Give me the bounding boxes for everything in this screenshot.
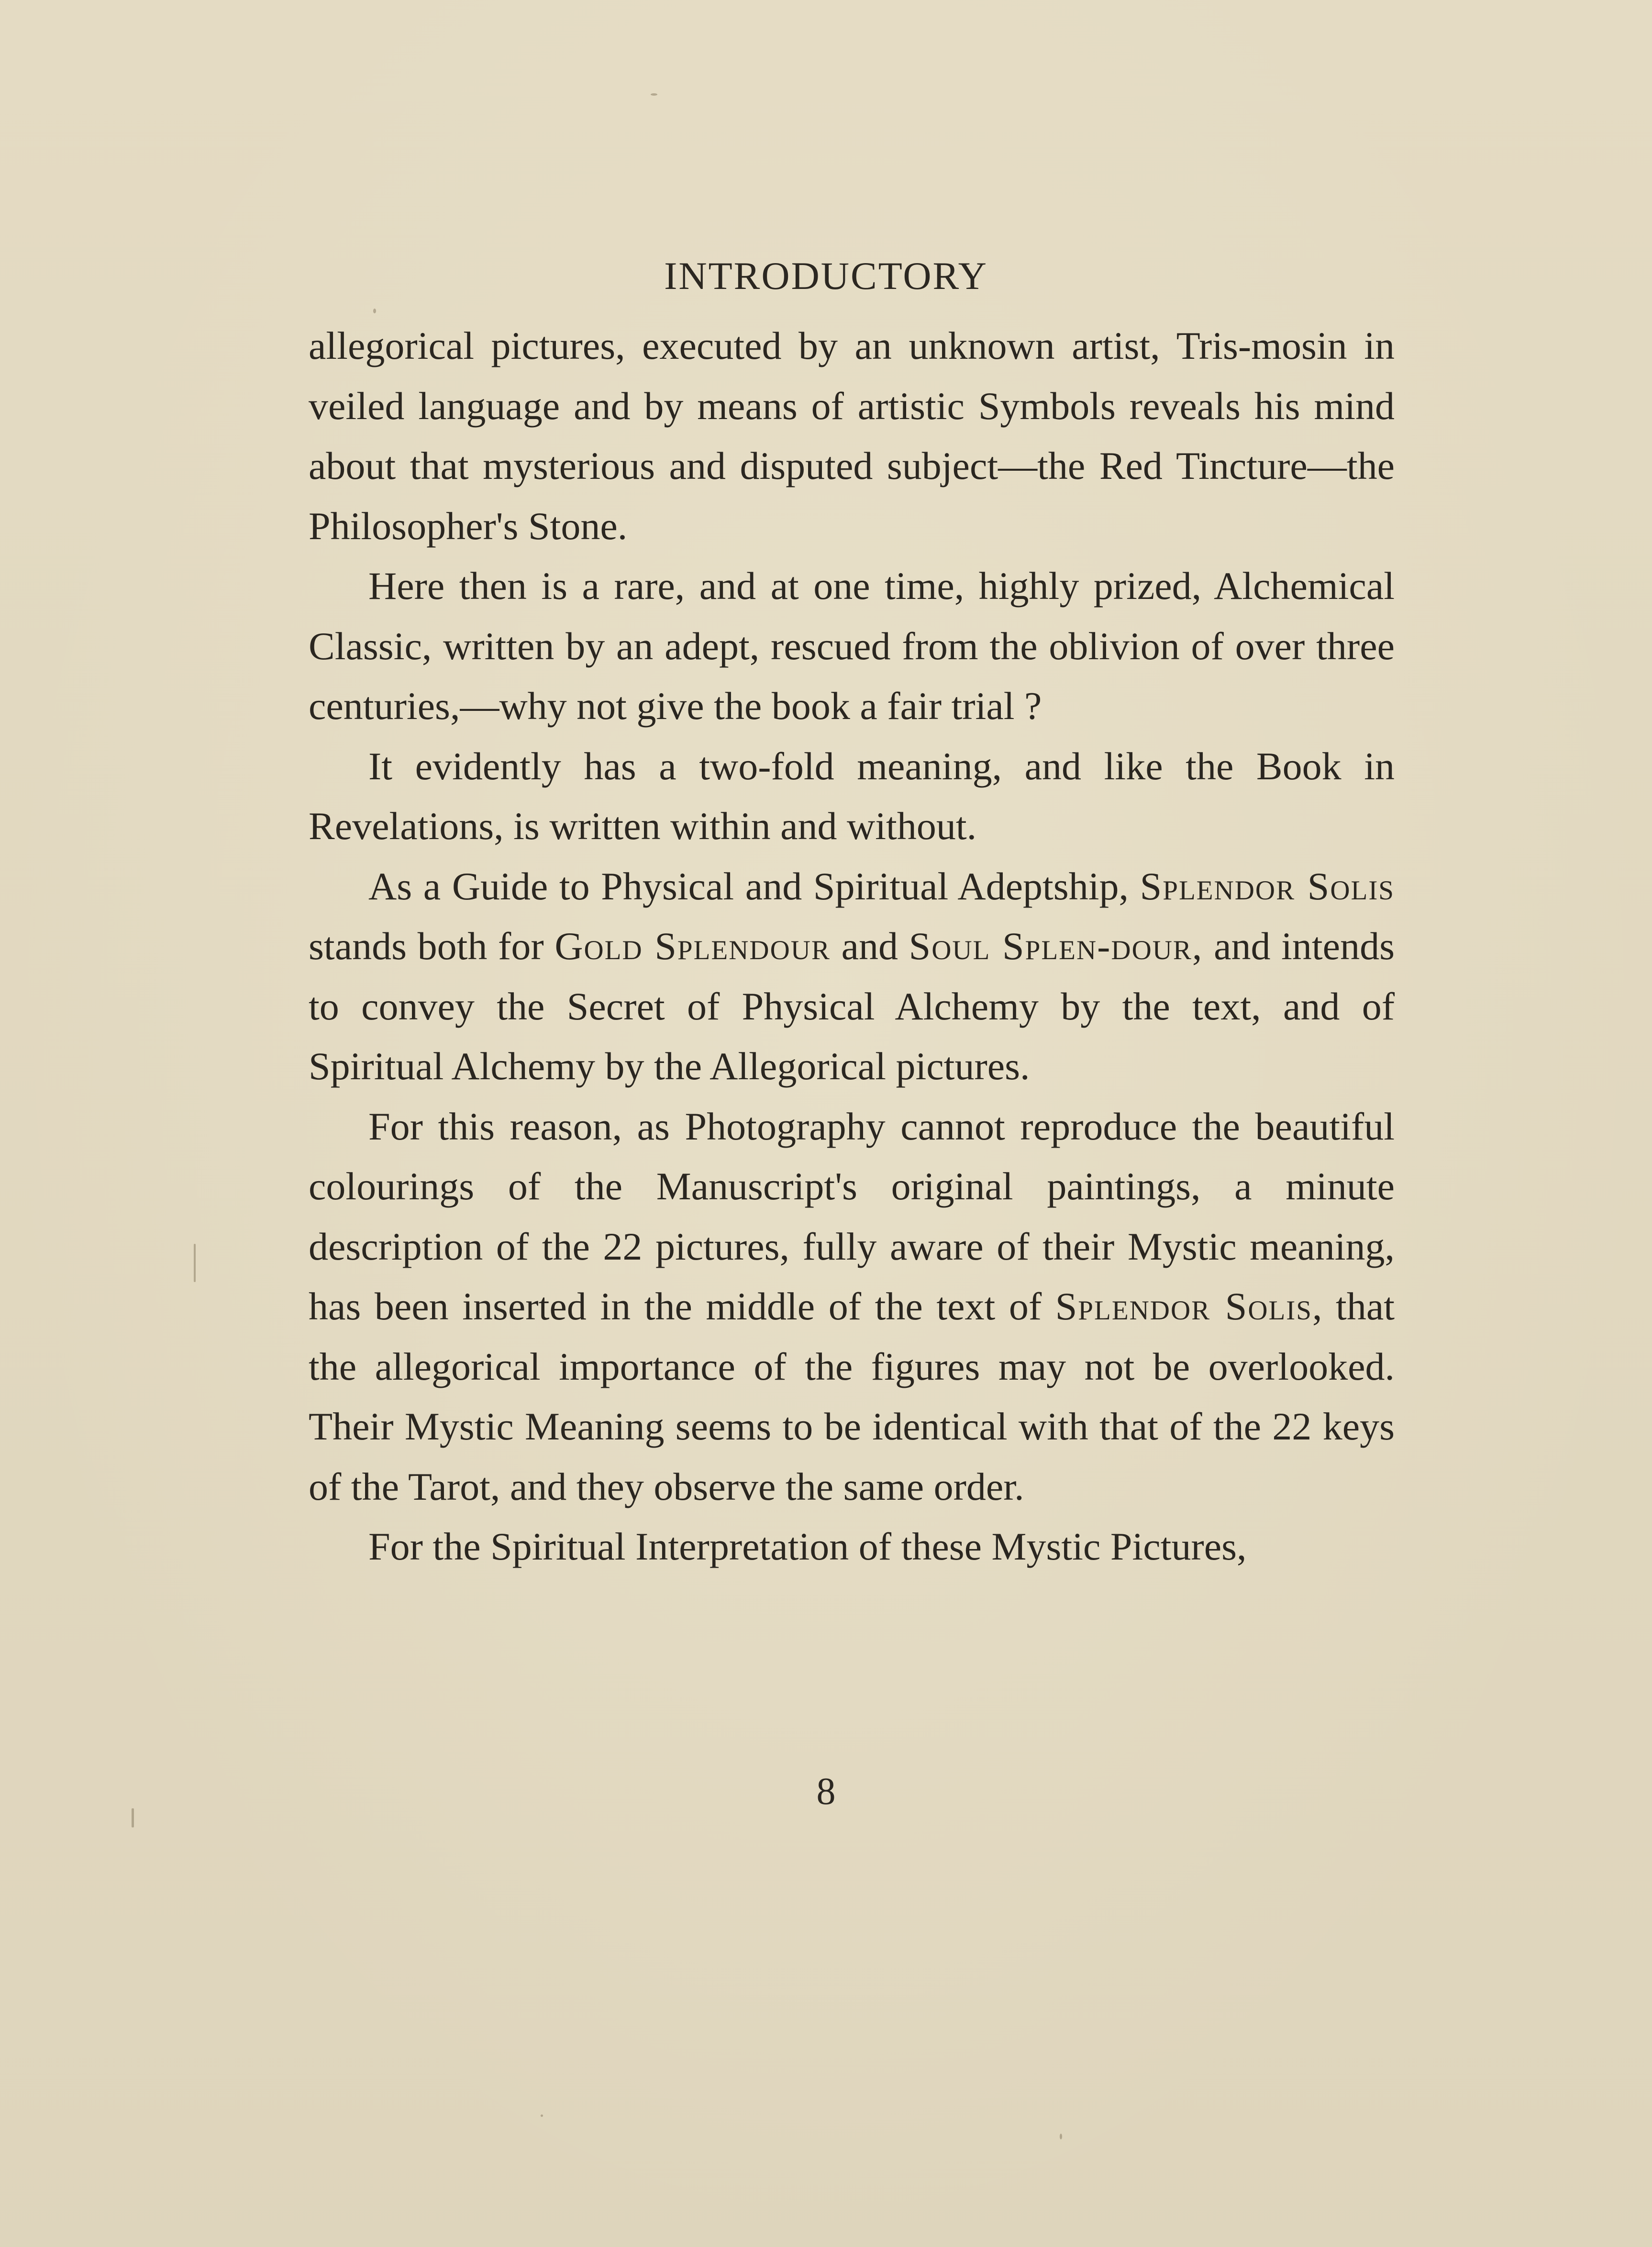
paragraph-4-text-4: and intends to convey the Secret of Physical Alchemy by the text, and of Spiritual Alchemy by the Allegorical pictures. xyxy=(309,924,1395,1088)
paragraph-4-text-1: As a Guide to Physical and Spiritual Adeptship, xyxy=(368,864,1140,908)
paragraph-2: Here then is a rare, and at one time, highly prized, Alchemical Classic, written by an adept, rescued from the oblivion of over three centuries,—why not give the book a fair trial ? xyxy=(309,564,1395,728)
paragraph-6: For the Spiritual Interpretation of these Mystic Pictures, xyxy=(368,1525,1247,1568)
paragraph-4 xyxy=(309,856,1395,1096)
paper-speck xyxy=(1060,2134,1062,2139)
paragraph-4-text-2: stands both for xyxy=(309,924,555,968)
title-splendor-solis-2: Splendor Solis xyxy=(1055,1284,1312,1328)
paragraph-4-text-3: and xyxy=(830,924,909,968)
body-text xyxy=(309,316,1395,1577)
title-splendor-solis: Splendor Solis xyxy=(1140,864,1395,908)
term-soul-splendour: Soul Splen-dour, xyxy=(909,924,1203,968)
paper-speck xyxy=(132,1808,134,1827)
paper-speck xyxy=(194,1244,196,1282)
paragraph-5 xyxy=(309,1096,1395,1517)
paragraph-5-text-2: , that the allegorical importance of the figures may not be overlooked. Their Mystic Meaning seems to be identical with that of the 22 keys of the Tarot, and they observe the same order. xyxy=(309,1284,1395,1508)
term-gold-splendour: Gold Splendour xyxy=(554,924,831,968)
paper-speck xyxy=(651,93,657,96)
running-head: INTRODUCTORY xyxy=(664,254,988,298)
page-number: 8 xyxy=(816,1771,836,1813)
paper-speck xyxy=(373,309,376,313)
paper-speck xyxy=(541,2114,543,2117)
paragraph-5-text-1: For this reason, as Photography cannot reproduce the beautiful colourings of the Manuscript's original paintings, a minute description of the 22 pictures, fully aware of their Mystic meaning, has been inserted in the middle of the text of xyxy=(309,1104,1395,1328)
paragraph-1: allegorical pictures, executed by an unknown artist, Tris-mosin in veiled language and by means of artistic Symbols reveals his mind about that mysterious and disputed subject—the Red Tincture—the Philosopher's Stone. xyxy=(309,324,1395,548)
paragraph-3: It evidently has a two-fold meaning, and like the Book in Revelations, is written within and without. xyxy=(309,744,1395,848)
